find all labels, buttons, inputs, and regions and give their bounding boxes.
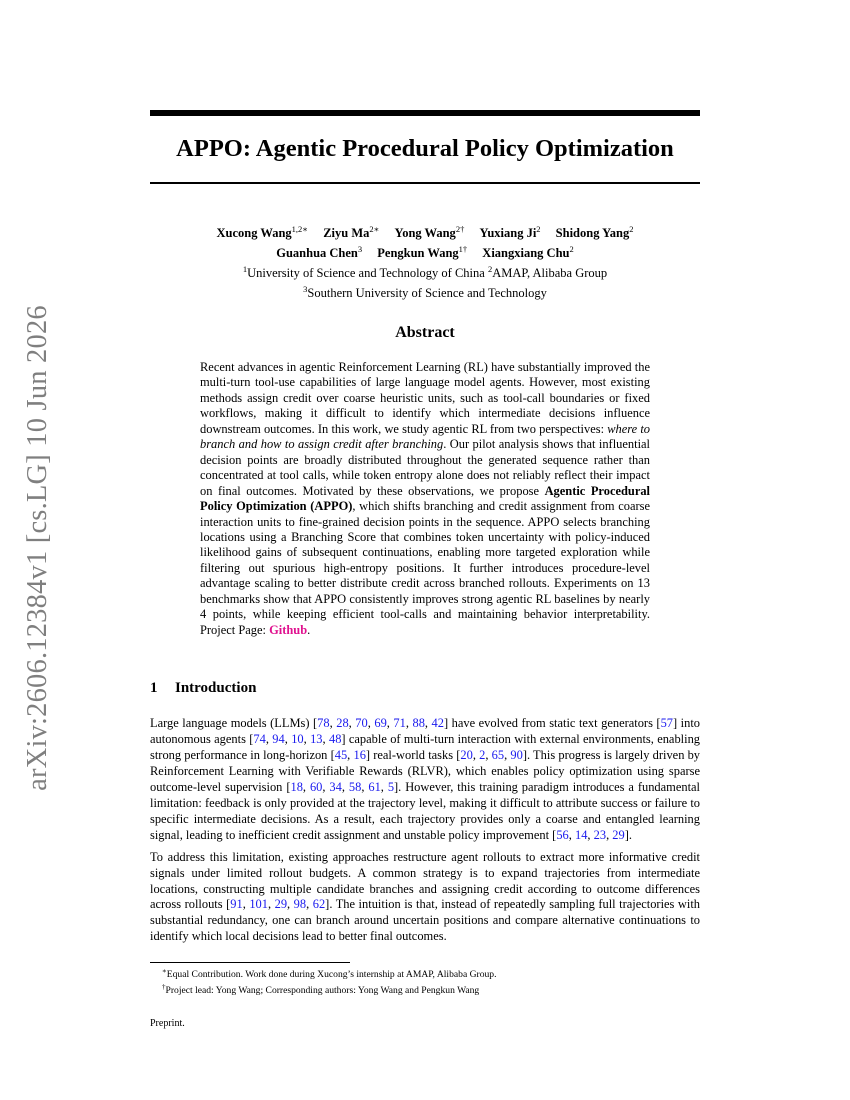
abstract-text: .	[307, 622, 311, 637]
citation-link[interactable]: 69	[374, 716, 387, 730]
citation-link[interactable]: 29	[612, 827, 625, 842]
arxiv-side-stamp	[18, 305, 58, 791]
body-text-run: ,	[306, 897, 313, 912]
author-affiliation-mark: 2	[569, 244, 574, 255]
citation-link[interactable]: 57	[660, 716, 674, 730]
intro-paragraph-1	[150, 716, 700, 844]
body-text-run: ,	[380, 779, 388, 794]
abstract-emphasis: where to branch and how to assign credit after branching	[200, 421, 651, 452]
citation-link[interactable]: 58	[348, 779, 362, 794]
author-affiliation-mark: 1,2∗	[291, 224, 309, 234]
author-affiliation-mark: 2†	[455, 224, 465, 234]
body-text-run: ,	[606, 827, 613, 842]
body-text-run: ,	[587, 827, 594, 842]
section-heading-introduction	[150, 680, 256, 697]
citation-link[interactable]: 42	[431, 716, 444, 730]
author-affiliation-mark: 2	[629, 224, 634, 234]
body-text-run: ,	[472, 747, 480, 762]
citation-link[interactable]: 28	[336, 716, 349, 730]
body-text-run: ,	[424, 716, 432, 730]
citation-link[interactable]: 101	[249, 897, 268, 912]
body-text-run: ,	[504, 747, 511, 762]
body-text-run: ] into autonomous agents [	[150, 716, 701, 746]
citation-link[interactable]: 56	[556, 827, 569, 842]
citation-link[interactable]: 74	[253, 731, 266, 746]
body-text-run: ,	[347, 747, 354, 762]
title-rule-bottom	[150, 182, 700, 184]
author-name: Ziyu Ma	[323, 226, 370, 241]
footnote-text: Project lead: Yong Wang; Corresponding authors: Yong Wang and Pengkun Wang	[165, 985, 480, 997]
author-name: Guanhua Chen	[276, 246, 358, 261]
body-text-run: ] capable of multi-turn interaction with external environments, enabling strong performance in long-horizon [	[150, 731, 701, 762]
abstract-body	[200, 360, 650, 638]
body-text-run: ,	[267, 897, 275, 912]
body-text-run: ,	[242, 897, 250, 912]
citation-link[interactable]: 23	[593, 827, 607, 842]
citation-link[interactable]: 10	[291, 731, 304, 746]
citation-link[interactable]: 5	[387, 779, 395, 794]
citation-link[interactable]: 61	[368, 779, 381, 794]
citation-link[interactable]: 70	[355, 716, 368, 730]
footnotes	[162, 965, 702, 997]
body-text-run: ,	[361, 779, 369, 794]
body-text-run: ,	[329, 716, 337, 730]
citation-link[interactable]: 94	[272, 731, 285, 746]
citation-link[interactable]: 34	[329, 779, 342, 794]
citation-link[interactable]: 98	[293, 897, 307, 912]
affiliation-mark: 1	[242, 264, 248, 275]
author-name: Yuxiang Ji	[479, 226, 537, 241]
author-affiliation-mark: 2	[536, 224, 541, 234]
citation-link[interactable]: 16	[353, 747, 366, 762]
author-affiliation-mark: 3	[357, 244, 363, 255]
body-text-run: ]. The intuition is that, instead of repeatedly sampling full trajectories with substantial redundancy, one can branch around uncertain positions and compare alternative continuations to identify which local decisions lead to better final outcomes.	[150, 897, 701, 944]
footnote-mark: ∗	[162, 967, 167, 975]
body-text-run: ,	[322, 779, 330, 794]
body-text-run: ,	[386, 716, 394, 730]
body-text-run: Large language models (LLMs) [	[150, 716, 318, 730]
paper-title: APPO: Agentic Procedural Policy Optimization	[176, 135, 674, 162]
github-link[interactable]: Github	[269, 622, 308, 637]
body-text-run: ,	[405, 716, 413, 730]
body-text-run: ,	[367, 716, 375, 730]
author-block	[150, 221, 700, 302]
abstract-text: , which shifts branching and credit assignment from coarse interaction units to fine-grained decision points in the sequence. APPO selects branching locations using a Branching Score that combines token uncertainty with policy-induced likelihood gains of subsequent continuations, enabling more targeted exploration while filtering out spurious high-entropy positions. It further introduces procedure-level advantage scaling to better distribute credit across branched rollouts. Experiments on 13 benchmarks show that APPO consistently improves strong agentic RL baselines by nearly 4 points, while keeping efficient tool-calls and maintaining behavior interpretability. Project Page:	[200, 499, 650, 637]
affiliation-mark: 2	[487, 264, 493, 275]
citation-link[interactable]: 14	[574, 827, 588, 842]
citation-link[interactable]: 20	[460, 747, 473, 762]
body-text-run: ]. However, this training paradigm introduces a fundamental limitation: feedback is only provided at the trajectory level, making it difficult to attribute success or failure to specific intermediate decisions. As a result, each trajectory provides only a coarse and entangled learning signal, leading to inefficient credit assignment and unstable policy improvement [	[150, 779, 701, 842]
footnote-mark: †	[162, 983, 166, 992]
body-text-run: ,	[322, 731, 329, 746]
citation-link[interactable]: 78	[317, 716, 330, 730]
body-text-run: ,	[348, 716, 356, 730]
author-name: Xucong Wang	[216, 226, 292, 241]
body-text-run: ] real-world tasks [	[365, 747, 461, 762]
citation-link[interactable]: 45	[334, 747, 348, 762]
author-affiliation-mark: 1†	[458, 244, 468, 255]
author-affiliation-mark: 2∗	[369, 224, 380, 234]
citation-link[interactable]: 2	[479, 747, 486, 762]
citation-link[interactable]: 90	[510, 747, 523, 762]
body-text-run: ,	[302, 779, 310, 794]
citation-link[interactable]: 71	[393, 716, 406, 730]
author-line-1	[150, 221, 700, 241]
affiliation-line-2	[150, 281, 700, 301]
citation-link[interactable]: 88	[412, 716, 425, 730]
author-name: Shidong Yang	[555, 226, 630, 241]
author-name: Pengkun Wang	[377, 246, 459, 261]
section-number: 1	[150, 680, 158, 696]
body-text-run: ,	[265, 731, 273, 746]
footnote-text: Equal Contribution. Work done during Xucong’s internship at AMAP, Alibaba Group.	[166, 969, 497, 981]
body-text-run: ,	[287, 897, 294, 912]
body-text-run: ] have evolved from static text generators [	[443, 716, 661, 730]
body-text-run: ,	[303, 731, 311, 746]
preprint-label: Preprint.	[150, 1018, 185, 1029]
citation-link[interactable]: 62	[312, 897, 326, 912]
arxiv-identifier: arXiv:2606.12384v1 [cs.LG] 10 Jun 2026	[22, 305, 53, 791]
author-name: Xiangxiang Chu	[482, 246, 570, 261]
introduction-body	[150, 716, 700, 951]
body-text-run: ,	[568, 827, 575, 842]
citation-link[interactable]: 48	[328, 731, 342, 746]
affiliation-text: Southern University of Science and Technology	[307, 286, 547, 301]
abstract-heading: Abstract	[395, 324, 455, 341]
section-title: Introduction	[175, 680, 257, 696]
affiliation-mark: 3	[303, 284, 308, 295]
intro-paragraph-2	[150, 850, 700, 946]
body-text-run: ]. This progress is largely driven by Reinforcement Learning with Verifiable Rewards (RLVR), which enables policy optimization using sparse outcome-level supervision [	[150, 747, 701, 794]
author-name: Yong Wang	[394, 226, 456, 241]
citation-link[interactable]: 18	[290, 779, 303, 794]
abstract-text: Recent advances in agentic Reinforcement Learning (RL) have substantially improved the multi-turn tool-use capabilities of large language model agents. However, most existing methods assign credit over coarse heuristic units, such as tool-call boundaries or fixed workflows, making it difficult to identify which intermediate decisions influence downstream outcomes. In this work, we study agentic RL from two perspectives:	[200, 360, 650, 436]
citation-link[interactable]: 65	[491, 747, 505, 762]
body-text-run: ,	[284, 731, 292, 746]
affiliation-text: AMAP, Alibaba Group	[492, 266, 608, 281]
citation-link[interactable]: 13	[310, 731, 323, 746]
footnote-equal-contribution	[162, 965, 702, 981]
abstract-text: . Our pilot analysis shows that influential decision points are broadly distributed throughout the generated sequence rather than concentrated at tool calls, while token entropy alone does not reliably reflect their impact on final outcomes. Motivated by these observations, we propose	[200, 437, 650, 498]
citation-link[interactable]: 60	[309, 779, 323, 794]
footnote-rule	[150, 962, 350, 963]
body-text-run: To address this limitation, existing approaches restructure agent rollouts to extract more informative credit signals under limited rollout budgets. A common strategy is to expand trajectories from intermediate locations, constructing multiple candidate branches and assigning credit according to outcome differences across rollouts [	[150, 849, 700, 912]
affiliation-text: University of Science and Technology of China	[247, 266, 488, 281]
citation-link[interactable]: 91	[230, 897, 243, 912]
citation-link[interactable]: 29	[274, 897, 288, 912]
author-line-2	[150, 241, 700, 261]
footnote-project-lead	[162, 981, 702, 997]
title-rule-top	[150, 110, 700, 116]
affiliation-line-1	[150, 261, 700, 281]
body-text-run: ].	[624, 827, 632, 842]
abstract-method-name: Agentic Procedural Policy Optimization (APPO)	[200, 483, 651, 514]
body-text-run: ,	[341, 779, 349, 794]
body-text-run: ,	[485, 747, 492, 762]
